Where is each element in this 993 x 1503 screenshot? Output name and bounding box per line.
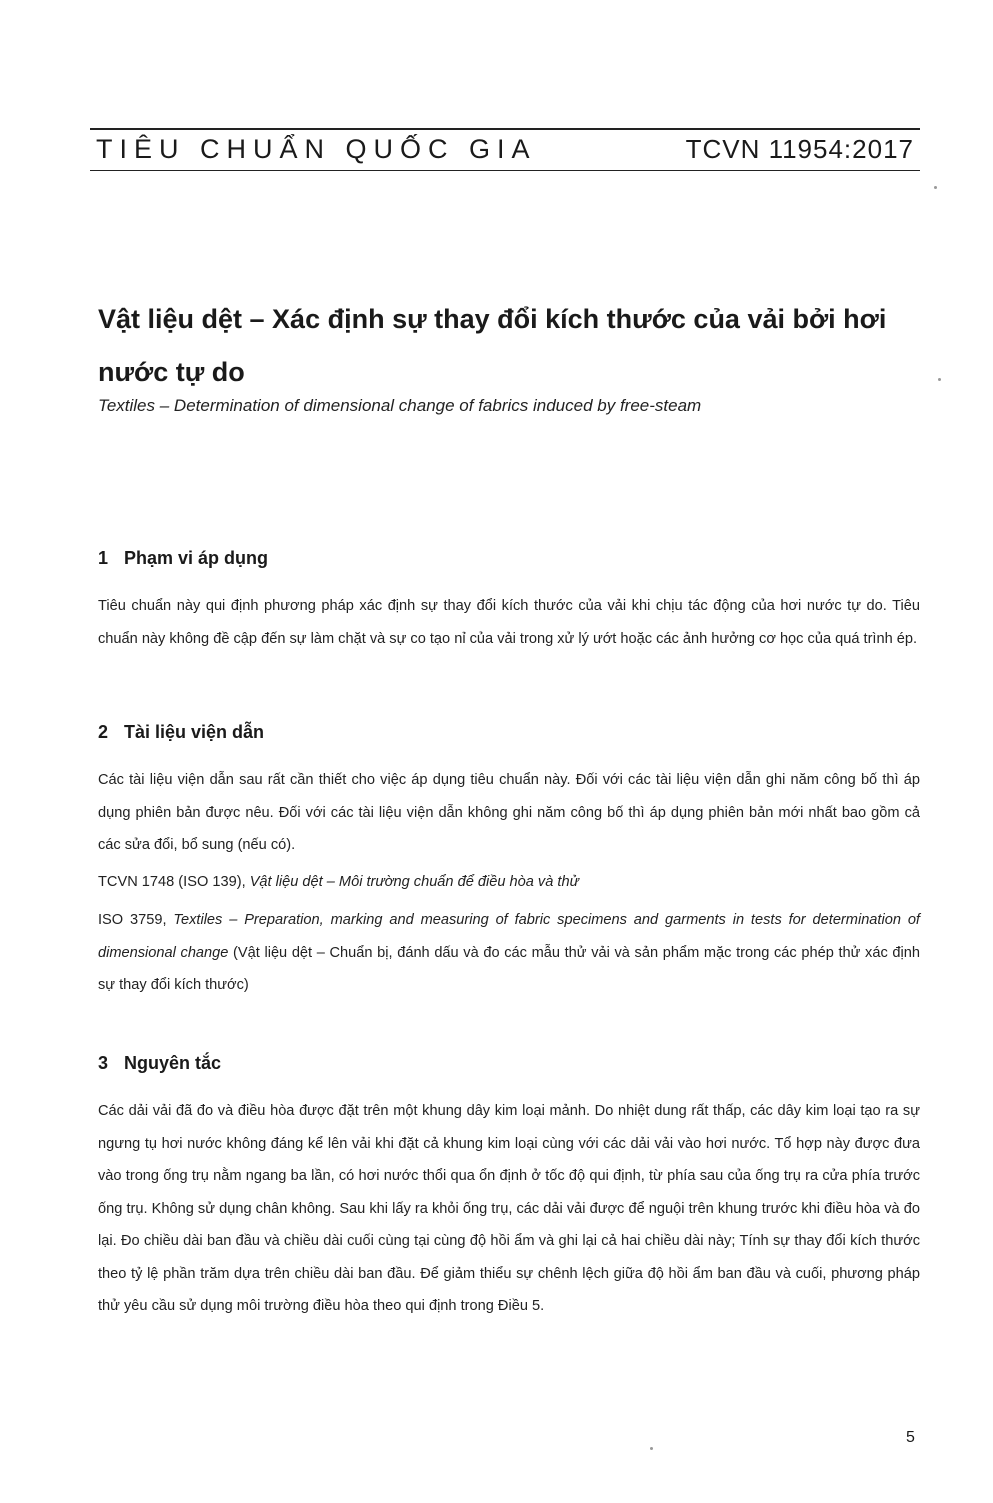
reference-item (98, 866, 920, 899)
section-heading (98, 722, 920, 752)
standard-code: TCVN 11954:2017 (685, 134, 914, 164)
scan-speck (650, 1447, 653, 1450)
standard-series-label: TIÊU CHUẨN QUỐC GIA (96, 134, 537, 164)
section-paragraph: Tiêu chuẩn này qui định phương pháp xác định sự thay đổi kích thước của vải khi chịu tác động của hơi nước tự do. Tiêu chuẩn này không đề cập đến sự làm chặt và sự co tạo nỉ của vải trong xử lý ướt hoặc các ảnh hưởng cơ học của quá trình ép. (98, 598, 920, 647)
section-title: Nguyên tắc (124, 1053, 222, 1073)
section-title: Tài liệu viện dẫn (124, 722, 265, 742)
reference-item (98, 904, 920, 1002)
reference-note: (Vật liệu dệt – Chuẩn bị, đánh dấu và đo các mẫu thử vải và sản phẩm mặc trong các phép thử xác định sự thay đổi kích thước) (98, 944, 920, 993)
section-normative-references (98, 722, 920, 1002)
section-paragraph: Các dải vải đã đo và điều hòa được đặt trên một khung dây kim loại mảnh. Do nhiệt dung rất thấp, các dây kim loại tạo ra sự ngưng tụ hơi nước không đáng kể lên vải khi đặt cả khung kim loại cùng với các dải vải vào hơi nước. Tổ hợp này được đưa vào trong ống trụ nằm ngang ba lần, có hơi nước thổi qua ổn định ở tốc độ qui định, từ phía sau của ống trụ ra cửa phía trước ống trụ. Không sử dụng chân không. Sau khi lấy ra khỏi ống trụ, các dải vải được để nguội trên khung trước khi điều hòa và đo lại. Đo chiều dài ban đầu và chiều dài cuối cùng tại cùng độ hồi ẩm và ghi lại cả hai chiều dài này; Tính sự thay đổi kích thước theo tỷ lệ phần trăm dựa trên chiều dài ban đầu. Để giảm thiểu sự chênh lệch giữa độ hồi ẩm ban đầu và cuối, phương pháp thử yêu cầu sử dụng môi trường điều hòa theo qui định trong Điều 5. (98, 1103, 920, 1314)
header-top-rule (90, 128, 920, 130)
section-heading (98, 548, 920, 578)
document-subtitle-english: Textiles – Determination of dimensional change of fabrics induced by free-steam (98, 396, 702, 415)
scan-speck (934, 186, 937, 189)
section-scope (98, 548, 920, 655)
section-heading (98, 1053, 920, 1083)
reference-title: Vật liệu dệt – Môi trường chuẩn để điều hòa và thử (249, 873, 579, 890)
section-number: 3 (98, 1053, 109, 1073)
reference-code: TCVN 1748 (ISO 139), (98, 873, 250, 890)
section-paragraph: Các tài liệu viện dẫn sau rất cần thiết cho việc áp dụng tiêu chuẩn này. Đối với các tài liệu viện dẫn ghi năm công bố thì áp dụng phiên bản được nêu. Đối với các tài liệu viện dẫn không ghi năm công bố thì áp dụng phiên bản mới nhất bao gồm cả các sửa đổi, bổ sung (nếu có). (98, 772, 920, 853)
section-title: Phạm vi áp dụng (124, 548, 269, 568)
scan-speck (938, 378, 941, 381)
document-title: Vật liệu dệt – Xác định sự thay đổi kích thước của vải bởi hơi nước tự do (98, 304, 887, 387)
page-header (90, 128, 920, 178)
page-number: 5 (906, 1429, 915, 1446)
reference-title: Textiles – Preparation, marking and measuring of fabric specimens and garments in tests for determination of dimensional change (98, 912, 920, 961)
section-principle (98, 1053, 920, 1323)
header-bottom-rule (90, 170, 920, 171)
reference-code: ISO 3759, (98, 912, 174, 928)
section-number: 2 (98, 722, 109, 742)
section-number: 1 (98, 548, 109, 568)
